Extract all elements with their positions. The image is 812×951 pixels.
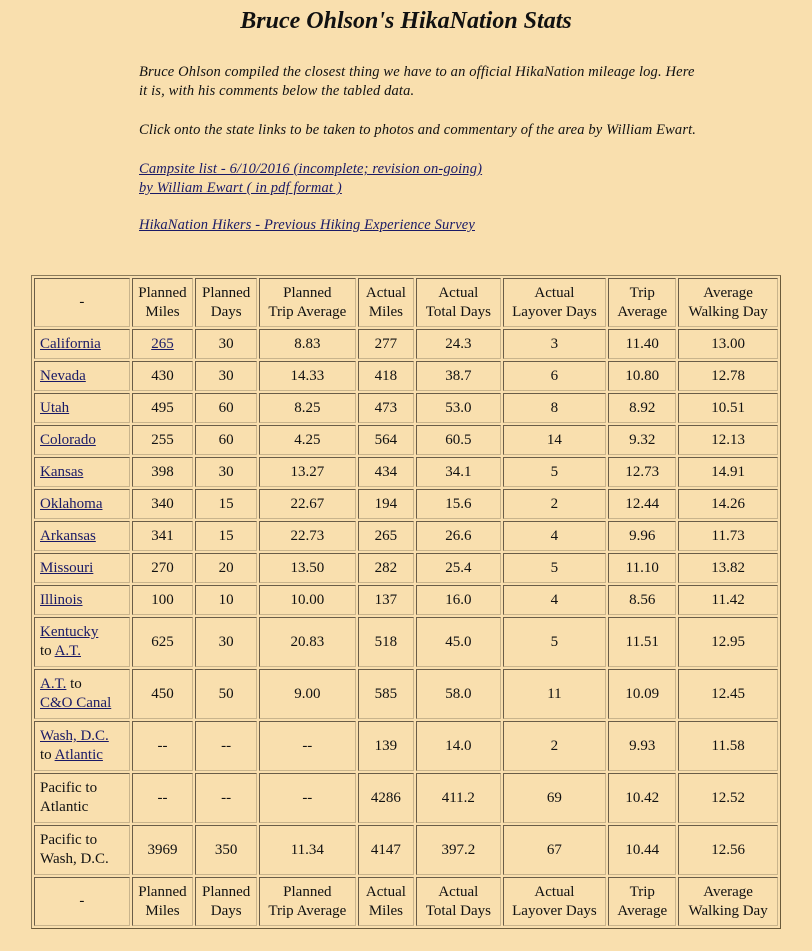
cell-actual-layover-days: 3 (503, 329, 607, 359)
header-line1: Planned (283, 883, 332, 900)
header-corner: - (34, 278, 130, 327)
cell-average-walking-day: 14.91 (678, 457, 778, 487)
header-line2: Average (617, 303, 668, 320)
cell-average-walking-day: 11.58 (678, 721, 778, 771)
header-line2: Walking Day (688, 902, 768, 919)
table-row (34, 669, 778, 719)
cell-planned-miles: 340 (132, 489, 194, 519)
cell-trip-average: 9.32 (608, 425, 676, 455)
state-link[interactable]: Nevada (40, 367, 86, 384)
header-line2: Miles (368, 303, 403, 320)
header-line2: Layover Days (512, 902, 597, 919)
cell-average-walking-day: 11.73 (678, 521, 778, 551)
header-line1: Trip (629, 883, 655, 900)
state-link[interactable]: Atlantic (54, 747, 103, 763)
cell-actual-total-days: 53.0 (416, 393, 500, 423)
header-average-walking-day (678, 877, 778, 926)
cell-trip-average: 8.56 (608, 585, 676, 615)
header-line1: Actual (365, 284, 406, 301)
stats-table (31, 275, 781, 929)
cell-planned-days: 10 (195, 585, 257, 615)
cell-planned-miles: 255 (132, 425, 194, 455)
cell-planned-days: 60 (195, 425, 257, 455)
row-label (34, 393, 130, 423)
cell-actual-miles: 473 (358, 393, 415, 423)
cell-average-walking-day: 12.78 (678, 361, 778, 391)
cell-planned-miles: 270 (132, 553, 194, 583)
cell-average-walking-day: 12.95 (678, 617, 778, 667)
cell-actual-miles: 282 (358, 553, 415, 583)
cell-planned-trip-average: 13.27 (259, 457, 356, 487)
header-line1: Planned (138, 284, 187, 301)
cell-planned-trip-average: 10.00 (259, 585, 356, 615)
header-planned-miles (132, 877, 194, 926)
cell-trip-average: 9.96 (608, 521, 676, 551)
cell-planned-trip-average: -- (259, 721, 356, 771)
cell-planned-trip-average: 11.34 (259, 825, 356, 875)
cell-actual-total-days: 26.6 (416, 521, 500, 551)
cell-actual-layover-days: 6 (503, 361, 607, 391)
cell-actual-total-days: 14.0 (416, 721, 500, 771)
header-line2: Total Days (425, 902, 491, 919)
row-label (34, 585, 130, 615)
cell-planned-trip-average: 22.67 (259, 489, 356, 519)
cell-planned-days: -- (195, 721, 257, 771)
cell-planned-miles: 450 (132, 669, 194, 719)
cell-actual-layover-days: 14 (503, 425, 607, 455)
cell-actual-total-days: 60.5 (416, 425, 500, 455)
cell-planned-days: -- (195, 773, 257, 823)
row-label (34, 773, 130, 823)
cell-planned-trip-average: 13.50 (259, 553, 356, 583)
header-planned-miles (132, 278, 194, 327)
cell-actual-total-days: 24.3 (416, 329, 500, 359)
cell-actual-total-days: 16.0 (416, 585, 500, 615)
cell-average-walking-day: 12.52 (678, 773, 778, 823)
header-planned-days (195, 278, 257, 327)
table-row (34, 361, 778, 391)
intro-paragraph-click: Click onto the state links to be taken to photos and commentary of the area by William Ewart. (139, 122, 697, 138)
cell-trip-average: 8.92 (608, 393, 676, 423)
cell-actual-layover-days: 69 (503, 773, 607, 823)
row-label (34, 669, 130, 719)
header-planned-days (195, 877, 257, 926)
cell-actual-miles: 434 (358, 457, 415, 487)
intro-paragraph-compiled: Bruce Ohlson compiled the closest thing we have to an official HikaNation mileage log. Here it is, with his comments below the tabled data. (139, 64, 695, 99)
intro-section (139, 63, 699, 235)
cell-average-walking-day: 14.26 (678, 489, 778, 519)
cell-actual-layover-days: 2 (503, 721, 607, 771)
table-row (34, 393, 778, 423)
header-line1: Average (703, 284, 753, 301)
table-header-row (34, 877, 778, 926)
cell-planned-miles: 3969 (132, 825, 194, 875)
header-actual-miles (358, 278, 415, 327)
cell-trip-average: 11.10 (608, 553, 676, 583)
header-line1: Actual (438, 284, 479, 301)
cell-actual-total-days: 411.2 (416, 773, 500, 823)
cell-actual-total-days: 45.0 (416, 617, 500, 667)
row-label (34, 553, 130, 583)
table-row (34, 329, 778, 359)
state-link[interactable]: Missouri (40, 559, 94, 576)
survey-link[interactable]: HikaNation Hikers - Previous Hiking Experience Survey (139, 217, 475, 233)
cell-trip-average: 10.80 (608, 361, 676, 391)
table-row (34, 521, 778, 551)
header-trip-average (608, 877, 676, 926)
row-label-text: Pacific to (40, 832, 98, 848)
table-header-row (34, 278, 778, 327)
cell-planned-miles: -- (132, 721, 194, 771)
header-line2: Average (617, 902, 668, 919)
table-row (34, 425, 778, 455)
cell-trip-average: 12.73 (608, 457, 676, 487)
cell-planned-days: 20 (195, 553, 257, 583)
row-label (34, 457, 130, 487)
header-actual-total-days (416, 278, 500, 327)
table-row (34, 617, 778, 667)
table-row (34, 721, 778, 771)
cell-planned-trip-average: 14.33 (259, 361, 356, 391)
state-link[interactable]: Arkansas (40, 527, 96, 544)
cell-planned-trip-average: 9.00 (259, 669, 356, 719)
cell-actual-layover-days: 5 (503, 457, 607, 487)
cell-average-walking-day: 13.82 (678, 553, 778, 583)
header-actual-total-days (416, 877, 500, 926)
cell-average-walking-day: 12.13 (678, 425, 778, 455)
cell-average-walking-day: 11.42 (678, 585, 778, 615)
cell-trip-average: 9.93 (608, 721, 676, 771)
cell-planned-days: 15 (195, 521, 257, 551)
header-line2: Total Days (425, 303, 491, 320)
cell-actual-miles: 277 (358, 329, 415, 359)
cell-actual-miles: 418 (358, 361, 415, 391)
cell-planned-miles: 341 (132, 521, 194, 551)
cell-actual-layover-days: 5 (503, 617, 607, 667)
cell-actual-layover-days: 8 (503, 393, 607, 423)
cell-average-walking-day: 12.56 (678, 825, 778, 875)
header-line1: Planned (201, 883, 251, 900)
table-row (34, 489, 778, 519)
table-row (34, 773, 778, 823)
cell-average-walking-day: 12.45 (678, 669, 778, 719)
header-line1: Actual (534, 883, 575, 900)
cell-actual-total-days: 58.0 (416, 669, 500, 719)
cell-trip-average: 10.44 (608, 825, 676, 875)
row-label (34, 825, 130, 875)
cell-planned-miles: -- (132, 773, 194, 823)
cell-planned-trip-average: 8.83 (259, 329, 356, 359)
row-label-text: Wash, D.C. (40, 851, 109, 867)
table-row (34, 553, 778, 583)
cell-planned-trip-average: 4.25 (259, 425, 356, 455)
cell-planned-miles (132, 329, 194, 359)
cell-actual-miles: 585 (358, 669, 415, 719)
row-label (34, 617, 130, 667)
header-line2: Walking Day (688, 303, 768, 320)
campsite-link-block (139, 160, 699, 198)
survey-link-block (139, 216, 699, 235)
cell-planned-trip-average: 20.83 (259, 617, 356, 667)
cell-planned-days: 30 (195, 457, 257, 487)
header-planned-trip-average (259, 278, 356, 327)
cell-trip-average: 10.42 (608, 773, 676, 823)
cell-planned-trip-average: -- (259, 773, 356, 823)
header-actual-layover-days (503, 877, 607, 926)
header-corner: - (34, 877, 130, 926)
header-line2: Days (210, 303, 242, 320)
row-label (34, 329, 130, 359)
cell-actual-miles: 139 (358, 721, 415, 771)
state-link[interactable]: Kansas (40, 463, 84, 480)
row-label (34, 521, 130, 551)
header-line1: Average (703, 883, 753, 900)
table-row (34, 825, 778, 875)
row-label-prefix: to (40, 643, 55, 659)
header-line1: Actual (365, 883, 406, 900)
cell-planned-days: 350 (195, 825, 257, 875)
cell-planned-trip-average: 8.25 (259, 393, 356, 423)
header-line2: Miles (145, 902, 180, 919)
cell-actual-layover-days: 5 (503, 553, 607, 583)
cell-planned-trip-average: 22.73 (259, 521, 356, 551)
state-link[interactable]: Kentucky (40, 624, 99, 640)
state-link[interactable]: Oklahoma (40, 495, 103, 512)
header-line2: Days (210, 902, 242, 919)
campsite-list-link[interactable] (139, 161, 482, 196)
header-line2: Trip Average (268, 902, 347, 919)
header-line1: Trip (629, 284, 655, 301)
cell-actual-miles: 4147 (358, 825, 415, 875)
cell-planned-days: 50 (195, 669, 257, 719)
cell-actual-layover-days: 2 (503, 489, 607, 519)
cell-planned-miles: 625 (132, 617, 194, 667)
row-label-text: Atlantic (40, 799, 89, 815)
table-row (34, 585, 778, 615)
row-label (34, 489, 130, 519)
cell-planned-days: 30 (195, 361, 257, 391)
cell-actual-total-days: 25.4 (416, 553, 500, 583)
cell-actual-miles: 194 (358, 489, 415, 519)
cell-planned-miles: 398 (132, 457, 194, 487)
header-trip-average (608, 278, 676, 327)
row-label (34, 721, 130, 771)
state-link[interactable]: Wash, D.C. (40, 728, 109, 744)
row-label (34, 425, 130, 455)
cell-planned-miles: 430 (132, 361, 194, 391)
header-actual-layover-days (503, 278, 607, 327)
cell-actual-miles: 137 (358, 585, 415, 615)
header-line2: Layover Days (512, 303, 597, 320)
header-line1: Actual (534, 284, 575, 301)
header-line1: Planned (138, 883, 187, 900)
header-line2: Miles (368, 902, 403, 919)
cell-average-walking-day: 13.00 (678, 329, 778, 359)
cell-actual-layover-days: 11 (503, 669, 607, 719)
state-link[interactable]: California (40, 335, 101, 352)
cell-planned-miles: 100 (132, 585, 194, 615)
state-link[interactable]: C&O Canal (40, 695, 112, 711)
state-link[interactable]: A.T. (54, 643, 81, 659)
cell-actual-miles: 518 (358, 617, 415, 667)
header-planned-trip-average (259, 877, 356, 926)
cell-planned-days: 30 (195, 617, 257, 667)
cell-planned-days: 15 (195, 489, 257, 519)
header-actual-miles (358, 877, 415, 926)
state-link[interactable]: Illinois (40, 591, 83, 608)
cell-planned-miles: 495 (132, 393, 194, 423)
header-line1: Planned (201, 284, 251, 301)
cell-actual-layover-days: 4 (503, 585, 607, 615)
row-label-text: Pacific to (40, 780, 98, 796)
header-line2: Miles (145, 303, 180, 320)
row-label-suffix: to (66, 676, 82, 692)
state-link[interactable]: Utah (40, 399, 70, 416)
header-line1: Actual (438, 883, 479, 900)
cell-actual-layover-days: 4 (503, 521, 607, 551)
cell-actual-miles: 564 (358, 425, 415, 455)
cell-planned-days: 60 (195, 393, 257, 423)
cell-trip-average: 12.44 (608, 489, 676, 519)
row-label-prefix: to (40, 747, 55, 763)
page-title: Bruce Ohlson's HikaNation Stats (240, 8, 572, 34)
cell-actual-total-days: 15.6 (416, 489, 500, 519)
cell-actual-total-days: 397.2 (416, 825, 500, 875)
cell-average-walking-day: 10.51 (678, 393, 778, 423)
cell-planned-days: 30 (195, 329, 257, 359)
header-average-walking-day (678, 278, 778, 327)
state-link[interactable]: A.T. (40, 676, 67, 692)
cell-actual-layover-days: 67 (503, 825, 607, 875)
campsite-link-line2: by William Ewart ( in pdf format ) (139, 180, 342, 196)
cell-actual-total-days: 38.7 (416, 361, 500, 391)
cell-trip-average: 10.09 (608, 669, 676, 719)
cell-actual-miles: 265 (358, 521, 415, 551)
row-label (34, 361, 130, 391)
cell-actual-total-days: 34.1 (416, 457, 500, 487)
planned-miles-link[interactable]: 265 (151, 335, 174, 352)
cell-trip-average: 11.40 (608, 329, 676, 359)
cell-trip-average: 11.51 (608, 617, 676, 667)
header-line2: Trip Average (268, 303, 347, 320)
table-row (34, 457, 778, 487)
state-link[interactable]: Colorado (40, 431, 96, 448)
cell-actual-miles: 4286 (358, 773, 415, 823)
campsite-link-line1: Campsite list - 6/10/2016 (incomplete; revision on-going) (139, 161, 483, 177)
header-line1: Planned (283, 284, 332, 301)
